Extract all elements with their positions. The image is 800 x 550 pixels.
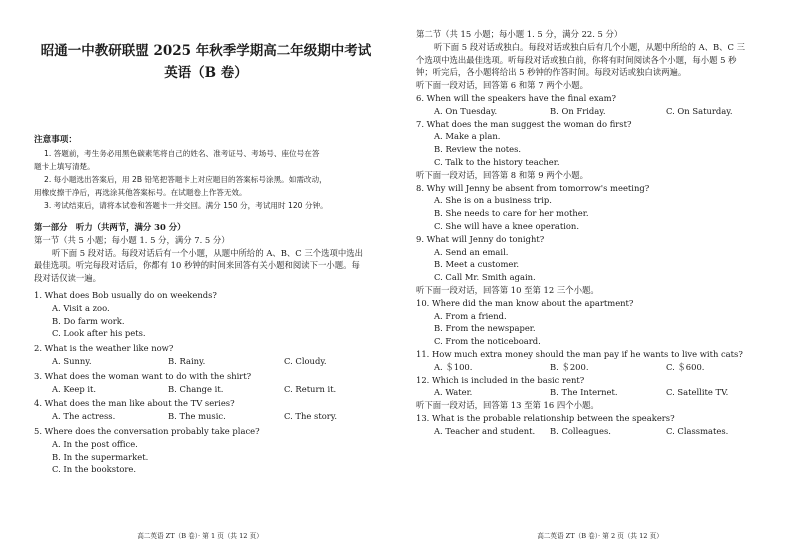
q13-option-a: A. Teacher and student. [434,425,536,436]
q9-option-a: A. Send an email. [434,246,509,257]
q4-option-c: C. The story. [284,411,338,422]
question-5: 5. Where does the conversation probably take place? [34,425,260,436]
q8-option-b: B. She needs to care for her mother. [434,208,589,219]
q9-option-b: B. Meet a customer. [434,259,520,270]
q5-option-b: B. In the supermarket. [52,451,149,462]
q11-options [416,361,780,374]
q1-option-b: B. Do farm work. [52,315,125,326]
q11-option-a: A. ＄100. [434,361,473,372]
question-3: 3. What does the woman want to do with the shirt? [34,370,252,381]
dialogue-13-16-heading: 听下面一段对话，回答第 13 至第 16 四个小题。 [416,400,599,411]
q7-option-a: A. Make a plan. [434,131,501,142]
question-7: 7. What does the man suggest the woman do first? [416,118,632,129]
q10-option-b: B. From the newspaper. [434,323,536,334]
dialogue-6-7-heading: 听下面一段对话，回答第 6 和第 7 两个小题。 [416,80,589,91]
q12-option-a: A. Water. [434,387,473,398]
part-one-heading: 第一部分 听力（共两节，满分 30 分） [34,222,186,232]
q13-options [416,425,780,438]
q2-option-a: A. Sunny. [52,355,92,366]
q13-option-b: B. Colleagues. [550,425,611,436]
q8-option-c: C. She will have a knee operation. [434,220,579,231]
question-13: 13. What is the probable relationship between the speakers? [416,412,675,423]
q5-option-a: A. In the post office. [52,438,138,449]
section-one-instructions-a: 听下面 5 段对话。每段对话后有一个小题，从题中所给的 A、B、C 三个选项中选出 [52,247,363,258]
q6-option-c: C. On Saturday. [666,105,733,116]
question-10: 10. Where did the man know about the apartment? [416,297,634,308]
q1-option-a: A. Visit a zoo. [52,302,110,313]
notice-2b: 用橡皮擦干净后，再选涂其他答案标号。在试题卷上作答无效。 [34,188,247,197]
q12-options [416,386,780,399]
q7-option-b: B. Review the notes. [434,144,522,155]
exam-subtitle: 英语（B 卷） [164,65,248,81]
question-8: 8. Why will Jenny be absent from tomorrow's meeting? [416,182,650,193]
q9-option-c: C. Call Mr. Smith again. [434,272,536,283]
q1-option-c: C. Look after his pets. [52,328,146,339]
q6-option-a: A. On Tuesday. [434,105,498,116]
exam-title: 昭通一中教研联盟 2025 年秋季学期高二年级期中考试 [40,43,372,59]
question-2: 2. What is the weather like now? [34,343,174,354]
section-one-instructions-b: 最佳选项。听完每段对话后，你都有 10 秒钟的时间来回答有关小题和阅读下一小题。每 [34,260,360,271]
q3-options [34,383,378,396]
section-two-instructions-b: 个选项中选出最佳选项。听每段对话或独白前，你将有时间阅读各个小题，每小题 5 秒 [416,54,737,65]
q6-option-b: B. On Friday. [550,105,606,116]
q2-option-b: B. Rainy. [168,355,206,366]
section-two-instructions-a: 听下面 5 段对话或独白。每段对话或独白后有几个小题，从题中所给的 A、B、C 三 [434,41,745,52]
q10-option-a: A. From a friend. [434,310,507,321]
q2-options [34,355,378,368]
q11-option-c: C. ＄600. [666,361,705,372]
q5-option-c: C. In the bookstore. [52,464,137,475]
question-1: 1. What does Bob usually do on weekends? [34,289,217,300]
notice-3: 3. 考试结束后，请将本试卷和答题卡一并交回。满分 150 分，考试用时 120 分钟。 [44,201,328,210]
section-one-instructions-c: 段对话仅读一遍。 [34,273,101,284]
q3-option-b: B. Change it. [168,383,224,394]
q4-option-a: A. The actress. [52,411,116,422]
notice-1a: 1. 答题前，考生务必用黑色碳素笔将自己的姓名、准考证号、考场号、座位号在答 [44,149,320,158]
dialogue-10-12-heading: 听下面一段对话，回答第 10 至第 12 三个小题。 [416,284,599,295]
q13-option-c: C. Classmates. [666,425,729,436]
q12-option-b: B. The Internet. [550,387,618,398]
question-4: 4. What does the man like about the TV series? [34,398,235,409]
q2-option-c: C. Cloudy. [284,355,327,366]
question-9: 9. What will Jenny do tonight? [416,233,545,244]
q4-options [34,410,378,423]
notice-1b: 题卡上填写清楚。 [34,162,95,171]
right-page [400,0,800,550]
q10-option-c: C. From the noticeboard. [434,336,541,347]
q8-option-a: A. She is on a business trip. [434,195,552,206]
section-one-heading: 第一节（共 5 小题；每小题 1. 5 分，满分 7. 5 分） [34,234,230,245]
section-two-instructions-c: 钟；听完后，各小题将给出 5 秒钟的作答时间。每段对话或独白读两遍。 [416,67,687,78]
question-12: 12. Which is included in the basic rent? [416,374,585,385]
dialogue-8-9-heading: 听下面一段对话，回答第 8 和第 9 两个小题。 [416,169,589,180]
section-two-heading: 第二节（共 15 小题；每小题 1. 5 分，满分 22. 5 分） [416,29,623,39]
page-footer-left: 高二英语 ZT（B 卷）· 第 1 页（共 12 页） [137,532,263,540]
q12-option-c: C. Satellite TV. [666,387,729,398]
q4-option-b: B. The music. [168,411,226,422]
notice-block [34,147,378,212]
question-6: 6. When will the speakers have the final exam? [416,92,617,103]
q11-option-b: B. ＄200. [550,361,589,372]
notice-heading: 注意事项： [34,135,77,145]
page-footer-right: 高二英语 ZT（B 卷）· 第 2 页（共 12 页） [537,532,663,540]
q3-option-c: C. Return it. [284,383,337,394]
q6-options [416,105,780,118]
q3-option-a: A. Keep it. [52,383,97,394]
q7-option-c: C. Talk to the history teacher. [434,156,560,167]
question-11: 11. How much extra money should the man pay if he wants to live with cats? [416,348,743,359]
notice-2a: 2. 每小题选出答案后，用 2B 铅笔把答题卡上对应题目的答案标号涂黑。如需改动， [44,175,327,184]
